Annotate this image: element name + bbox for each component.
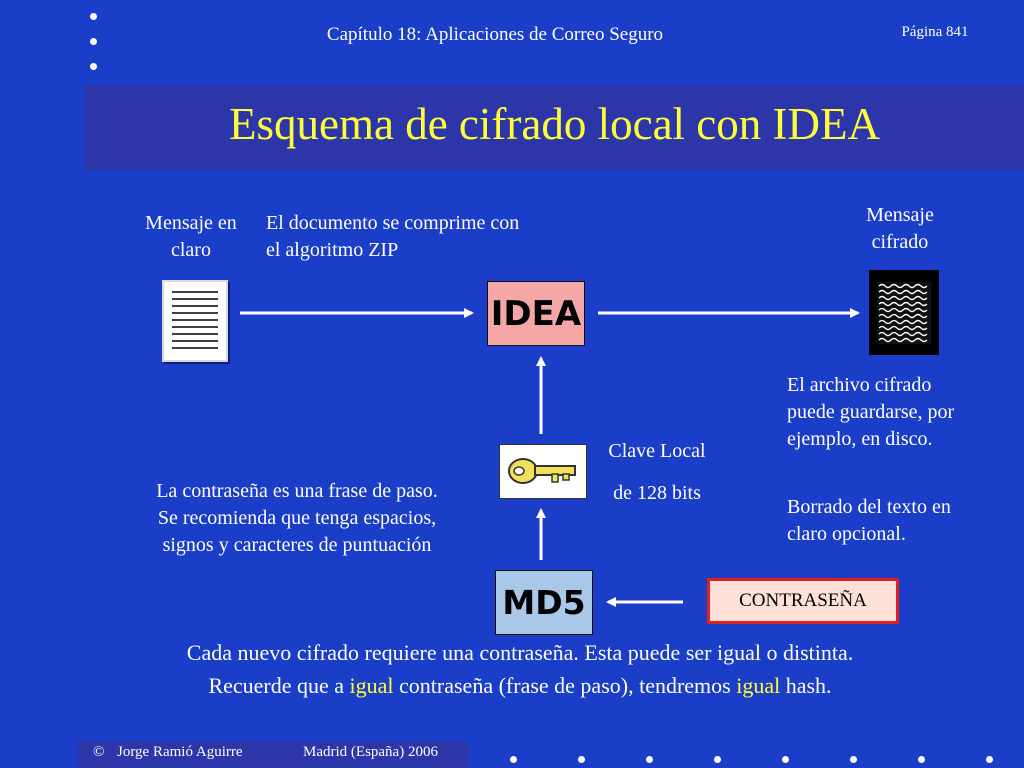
bottom-line-2-part: hash. [780,673,832,698]
chapter-header: Capítulo 18: Aplicaciones de Correo Seguro [326,24,664,45]
highlight-igual: igual [349,673,394,698]
saved-file-note: El archivo cifrado puede guardarse, por ejemplo, en disco. [787,374,955,450]
decor-dot [782,756,789,763]
local-key-label: Clave Local [608,440,706,462]
md5-box: MD5 [495,570,593,635]
bottom-line-2-part: Recuerde que a [208,673,350,698]
passphrase-line-1: La contraseña es una frase de paso. [156,480,438,502]
footer-place: Madrid (España) 2006 [303,744,438,760]
bottom-line-2 [60,669,980,702]
decor-dot [714,756,721,763]
bottom-line-1: Cada nuevo cifrado requiere una contraseña. Esta puede ser igual o distinta. [186,640,854,665]
key-size-label: de 128 bits [613,482,701,504]
bottom-line-2-part: contraseña (frase de paso), tendremos [393,673,737,698]
decor-dot [986,756,993,763]
compression-note: El documento se comprime con el algoritmo ZIP [266,212,520,261]
passphrase-note [118,478,476,559]
delete-plaintext-note: Borrado del texto en claro opcional. [787,496,951,545]
encrypted-document-icon [869,270,939,355]
decor-dot [510,756,517,763]
bottom-note [60,636,980,702]
idea-box: IDEA [487,281,585,346]
key-icon [499,444,587,499]
plaintext-label: Mensaje en claro [145,212,237,261]
decor-dot [578,756,585,763]
passphrase-line-3: signos y caracteres de puntuación [162,534,432,556]
ciphertext-label: Mensaje cifrado [866,204,934,253]
password-box: CONTRASEÑA [707,578,899,624]
copyright-symbol: © [93,744,105,760]
footer-author: Jorge Ramió Aguirre [117,744,243,760]
page-number: Página 841 [901,24,969,40]
highlight-igual: igual [736,673,781,698]
decor-dot [646,756,653,763]
slide-title: Esquema de cifrado local con IDEA [229,99,880,149]
document-icon [162,280,228,362]
decor-dot [918,756,925,763]
passphrase-line-2: Se recomienda que tenga espacios, [157,507,437,529]
decor-dot [850,756,857,763]
